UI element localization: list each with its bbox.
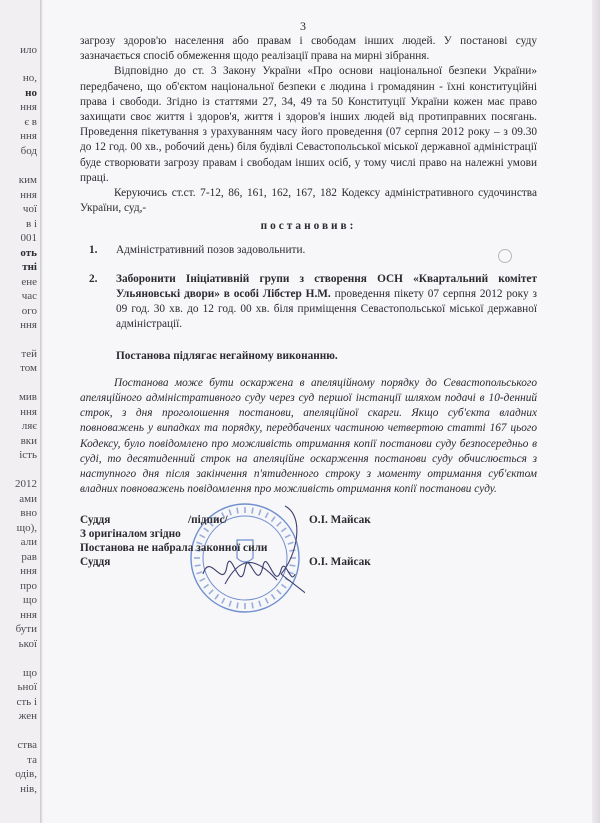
- stamp-letter-mark: [277, 590, 281, 594]
- decision-item: [89, 272, 537, 333]
- adjacent-page-text-fragment: рав: [21, 551, 37, 563]
- adjacent-page-text-fragment: що: [23, 594, 37, 606]
- adjacent-page-text-fragment: ння: [20, 565, 37, 577]
- adjacent-page-text-fragment: час: [21, 290, 37, 302]
- adjacent-page-text-fragment: сть і: [16, 696, 37, 708]
- decision-number: 2.: [89, 272, 98, 285]
- adjacent-page-text-fragment: ами: [19, 493, 37, 505]
- adjacent-page-text-fragment: ило: [20, 44, 37, 56]
- adjacent-page-text-fragment: тні: [22, 261, 37, 273]
- adjacent-page-text-fragment: бути: [15, 623, 37, 635]
- adjacent-page-text-fragment: чої: [22, 203, 37, 215]
- adjacent-page-text-fragment: ння: [20, 319, 37, 331]
- adjacent-page-text-fragment: є в: [24, 116, 37, 128]
- adjacent-page-text-fragment: ння: [20, 101, 37, 113]
- page-right-edge: [592, 0, 600, 823]
- adjacent-page-text-fragment: нів,: [20, 783, 37, 795]
- adjacent-page-text-fragment: мив: [18, 391, 37, 403]
- adjacent-page-text-fragment: том: [20, 362, 37, 374]
- adjacent-page-text-fragment: ьної: [17, 681, 37, 693]
- decree-heading: постановив:: [260, 220, 357, 233]
- stamp-letter-mark: [271, 594, 275, 599]
- adjacent-page-text-fragment: бод: [20, 145, 37, 157]
- stamp-letter-mark: [252, 602, 253, 608]
- adjacent-page-text-fragment: ької: [18, 638, 37, 650]
- adjacent-page-text-fragment: оть: [20, 247, 37, 259]
- adjacent-page-text-fragment: али: [20, 536, 37, 548]
- adjacent-page-text-fragment: вки: [20, 435, 37, 447]
- stamp-letter-mark: [209, 590, 213, 594]
- adjacent-page-text-fragment: що: [23, 667, 37, 679]
- adjacent-page-text-fragment: ства: [17, 739, 37, 751]
- appeal-notice: Постанова може бути оскаржена в апеляційному порядку до Севастопольського апеляційного адміністративного суду через суд першої інстанції шляхом подачі в 10-денний строк, з дня проголошення постанови, апеляційної скарги. Якщо суб'єкта владних повноважень у випадках та порядку, передбачених частиною четвертою статті 167 цього Кодексу, було повідомлено про можливість отримання копії постанови суду безпосередньо в суді, то десятиденний строк на апеляційне оскарження постанови суду обчислюється з наступного дня після закінчення п'ятиденного строку з моменту отримання суб'єктом владних повноважень повідомлення про можливість отримання копії постанови суду.: [80, 376, 537, 496]
- decision-bold-text: Заборонити Ініціативній групи з створення ОСН «Квартальний комітет Ульяновські двори» в особі Лібстер Н.М.: [116, 272, 537, 301]
- adjacent-page-text-fragment: ість: [19, 449, 37, 461]
- immediate-execution-note: Постанова підлягає негайному виконанню.: [116, 349, 338, 362]
- adjacent-page-text-fragment: 001: [20, 232, 37, 244]
- stamp-letter-mark: [229, 601, 231, 607]
- stamp-letter-mark: [204, 584, 209, 588]
- adjacent-page-text-fragment: ння: [20, 130, 37, 142]
- judge-name: О.І. Майсак: [309, 514, 371, 526]
- paragraph-continuation: загрозу здоров'ю населення або правам і свободам інших людей. У постанові суду зазначається спосіб обмеження щодо реалізації права на мирні зібрання.: [80, 35, 537, 63]
- adjacent-page-text-fragment: но,: [22, 72, 37, 84]
- adjacent-page-text-fragment: но: [25, 87, 37, 99]
- decision-item: [89, 243, 537, 258]
- stamp-letter-mark: [259, 601, 261, 607]
- adjacent-page-fragment: [0, 0, 40, 823]
- judge-label: Суддя: [80, 514, 111, 526]
- judge-name: О.І. Майсак: [309, 556, 371, 568]
- adjacent-page-text-fragment: ого: [21, 305, 37, 317]
- adjacent-page-text-fragment: що),: [16, 522, 37, 534]
- decision-text: Адміністративний позов задовольнити.: [116, 243, 306, 256]
- adjacent-page-text-fragment: про: [20, 580, 37, 592]
- stamp-letter-mark: [200, 578, 205, 581]
- adjacent-page-text-fragment: ння: [20, 189, 37, 201]
- paragraph-legal-basis: Керуючись ст.ст. 7-12, 86, 161, 162, 167, 182 Кодексу адміністративного судочинства України, суд,-: [80, 187, 537, 215]
- adjacent-page-text-fragment: 2012: [15, 478, 37, 490]
- decision-text: проведення пікету 07 серпня 2012 року з 09 год. 30 хв. до 12 год. 00 хв. біля приміщення Севастопольської міської державної адміністрації.: [116, 288, 537, 331]
- stamp-letter-mark: [196, 572, 202, 574]
- stamp-letter-mark: [265, 598, 268, 603]
- decision-number: 1.: [89, 243, 98, 256]
- stamp-letter-mark: [237, 602, 238, 608]
- adjacent-page-text-fragment: ене: [21, 276, 37, 288]
- adjacent-page-text-fragment: ким: [18, 174, 37, 186]
- not-in-force-note: Постанова не набрала законної сили: [80, 542, 268, 554]
- signature-note: /підпис/: [188, 514, 228, 526]
- adjacent-page-text-fragment: ляє: [21, 420, 37, 432]
- certified-copy-note: З оригіналом згідно: [80, 528, 181, 540]
- stamp-letter-mark: [222, 598, 225, 603]
- adjacent-page-text-fragment: жен: [18, 710, 37, 722]
- stamp-letter-mark: [215, 594, 219, 599]
- judge-label: Суддя: [80, 556, 111, 568]
- signature-block: [80, 513, 520, 569]
- adjacent-page-text-fragment: та: [27, 754, 37, 766]
- adjacent-page-text-fragment: одів,: [15, 768, 37, 780]
- stamp-letter-mark: [281, 584, 286, 588]
- hole-punch-mark: [498, 249, 512, 263]
- adjacent-page-text-fragment: ння: [20, 406, 37, 418]
- decision-list: [80, 243, 537, 333]
- page-number: 3: [300, 19, 306, 33]
- paragraph-security-law: Відповідно до ст. 3 Закону України «Про основи національної безпеки України» передбачено, що об'єктом національної безпеки є людина і громадянин - їхні конституційні права і свободи. Згідно із статтями 27, 34, 49 та 50 Конституції України кожен має право захищати своє життя і здоров'я, життя і здоров'я інших людей від протиправних посягань. Проведення пікетування з урахуванням часу його проведення (07 серпня 2012 року – з 09.30 до 12 год. 00 хв., робочий день) біля будівлі Севастопольської міської державної адміністрації буде створювати загрозу правам і свободам інших осіб, у тому числі право на належні умови праці.: [80, 65, 537, 184]
- adjacent-page-text-fragment: в і: [26, 218, 37, 230]
- adjacent-page-text-fragment: ння: [20, 609, 37, 621]
- document-page: [43, 0, 592, 823]
- adjacent-page-text-fragment: тей: [21, 348, 37, 360]
- adjacent-page-text-fragment: вно: [20, 507, 37, 519]
- document-body: [80, 34, 537, 497]
